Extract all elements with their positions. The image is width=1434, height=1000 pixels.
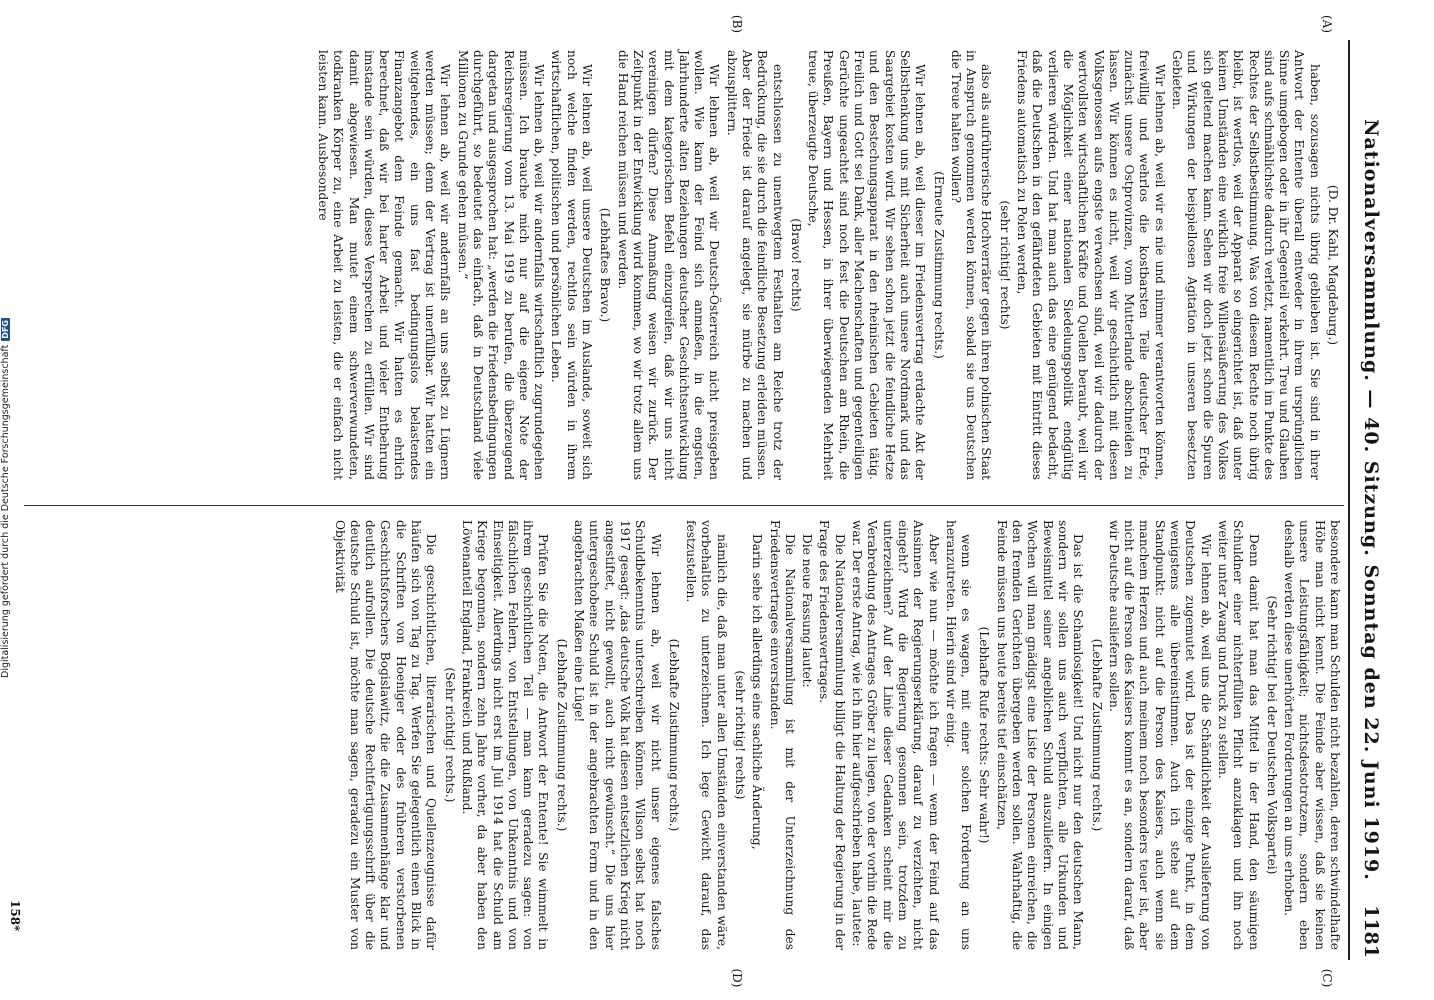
dfg-logo: DFG	[1, 320, 10, 339]
margin-marker-b: (B)	[730, 14, 744, 34]
paragraph: (D. Dr. Kahl, Magdeburg.)	[1326, 184, 1340, 346]
paragraph: Die Nationalversammlung ist mit der Unterzeichnung des Friedensvertrages einverstanden.	[767, 520, 797, 950]
paragraph: (Sehr richtig! rechts.)	[442, 667, 457, 803]
digitization-note-text: Digitalisierung gefördert durch die Deutsche Forschungsgemeinschaft	[0, 344, 11, 678]
paragraph: (Lebhafte Zustimmung rechts.)	[1089, 638, 1104, 832]
paragraph: Denn damit hat man das Mittel in der Hand, den säumigen Schuldner einer nichterfüllten Pflicht anzuklagen und ihn noch weiter unter Zwang und Druck zu stellen.	[1215, 520, 1261, 950]
margin-marker-d: (D)	[730, 968, 744, 988]
paragraph: (sehr richtig! rechts)	[733, 670, 748, 800]
paragraph: Prüfen Sie die Noten, die Antwort der Entente! Sie wimmelt in ihrem geschichtlichen Teil — man kann geradezu sagen: von fälschlichen Fehlern, von Entstellungen, von Unkenntnis und von Einseitigkeit. Allerdings nicht erst im Juli 1914 hat die Schuld am Kriege begonnen, sondern zehn Jahre vorher, da aber haben den Löwenanteil England, Frankreich und Rußland.	[459, 520, 551, 950]
digitization-note	[0, 0, 16, 998]
paragraph: haben, sozusagen nichts übrig geblieben ist. Sie sind in ihrer Antwort der Entente überall entweder in ihrem ursprünglichen Sinne umgebogen oder in ihr Gegenteil verkehrt. Treu und Glauben sind aufs schmählichste dadurch verletzt, namentlich im Punkte des Rechtes der Selbstbestimmung. Was von diesem Rechte noch übrig bleibt, ist wertlos, weil der Apparat so eingerichtet ist, daß unter keinen Umständen eine wirklich freie Willensäußerung des Volkes sich geltend machen kann. Sehen wir doch jetzt schon die Spuren und Wirkungen der beispiellosen Agitation in unseren besetzten Gebieten.	[1170, 50, 1322, 480]
paragraph: Die geschichtlichen, literarischen und Quellenzeugnisse dafür häufen sich von Tag zu Tag. Werfen Sie gelegentlich einen Blick in die Schriften von Hoeniger oder des früheren verstorbenen Geschichtsforschers Bogislawitz, die die Zusammenhänge klar und deutlich aufrollen. Die deutsche Rechtfertigungsschrift über die deutsche Schuld ist, möchte man sagen, geradezu ein Muster von Objektivität	[332, 520, 439, 950]
paragraph: Wir lehnen ab, weil unsere Deutschen im Auslande, soweit sich noch welche finden werden, rechtlos sein würden in ihrem wirtschaftlichen, politischen und persönlichen Leben.	[549, 50, 595, 480]
paragraph: Wir lehnen ab, weil dieser im Friedensvertrag erdachte Akt der Selbsthenkung uns mit Sicherheit auch unsere Nordmark und das Saargebiet kosten wird. Wir sehen schon jetzt die feindliche Hetze und den Bestechungsapparat in den rheinischen Gebieten tätig. Freilich und Gott sei Dank, aller Machenschaften und gegenteiligen Gerüchte ungeachtet sind noch fest die Deutschen am Rhein, die Preußen, Bayern und Hessen, in ihrer überwiegenden Mehrheit treue, überzeugte Deutsche,	[806, 50, 928, 480]
right-text-column	[329, 520, 1342, 950]
paragraph: Wir lehnen ab, weil wir andernfalls wirtschaftlich zugrundegehen müssen. Ich brauche mich nur auf die eigene Note der Reichsregierung vom 13. Mai 1919 zu berufen, die überzeugend dargetan und ausgesprochen hat: „werden die Friedensbedingungen durchgeführt, so bedeutet das einfach, daß in Deutschland viele Millionen zu Grunde gehen müssen.“	[455, 50, 547, 480]
paragraph: (Lebhaftes Bravo.)	[598, 207, 613, 323]
paragraph: Wir lehnen ab, weil wir Deutsch-Österreich nicht preisgeben wollen. Wie kann der Feind sich anmaßen, in die engsten, Jahrhunderte alten Beziehungen deutscher Geschichtsentwicklung mit dem kategorischen Befehl einzugreifen, daß wir uns nicht vereinigen dürfen? Diese Anmaßung weisen wir zurück. Der Zeitpunkt in der Entwicklung wird kommen, wo wir trotz allem uns die Hand reichen müssen und werden.	[615, 50, 722, 480]
running-title: Nationalversammlung. — 40. Sitzung. Sonntag den 22. Juni 1919.	[1360, 119, 1382, 881]
paragraph: (Lebhafte Rufe rechts: Sehr wahr!)	[977, 626, 992, 844]
margin-marker-a: (A)	[1320, 14, 1334, 34]
left-text-column	[313, 50, 1342, 480]
paragraph: (Bravo! rechts)	[788, 218, 803, 312]
paragraph: (sehr richtig! rechts)	[997, 200, 1012, 330]
paragraph: wenn sie es wagen, mit einer solchen Forderung an uns heranzutreten. Hierin sind wir einig.	[943, 520, 974, 950]
paragraph: Das ist die Schamlosigkeit! Und nicht nur den deutschen Mann, sondern wir sollen uns auch verpflichten, alle Urkunden und Beweismittel seiner angeblichen Schuld auszuliefern. In einigen Wochen will man gnädigst eine Liste der Personen einreichen, die den fremden Gerichten übergeben werden sollen. Wahrhaftig, die Feinde müssen uns heute bereits tief einschätzen,	[994, 520, 1086, 950]
paragraph: nämlich die, daß man unter allen Umständen einverstanden wäre, vorbehaltlos zu unterzeichnen. Ich lege Gewicht darauf, das festzustellen.	[684, 520, 729, 950]
paragraph: (Erneute Zustimmung rechts.)	[931, 171, 946, 359]
paragraph: (Lebhafte Zustimmung rechts.)	[666, 638, 681, 832]
paragraph: (Sehr richtig! bei der Deutschen Volkspartei)	[1264, 595, 1279, 875]
paragraph: entschlossen zu unentwegtem Festhalten am Reiche trotz der Bedrückung, die sie durch die feindliche Besetzung erleiden müssen. Aber der Friede ist darauf angelegt, sie mürbe zu machen und abzusplittern.	[724, 50, 785, 480]
paragraph: Aber wie nun — möchte ich fragen — wenn der Feind auf das Ansinnen der Regierungserklärung, darauf zu verzichten, nicht eingeht? Wird die Regierung gesonnen sein, trotzdem zu unterzeichnen? Auf der Linie dieser Gedanken scheint mir die Verabredung des Antrages Gröber zu liegen, von der vorhin die Rede war. Der erste Antrag, wie ich ihn hier aufgeschrieben habe, lautete:	[850, 520, 941, 950]
paragraph: Wir lehnen ab, weil wir nicht unser eigenes falsches Schuldbekenntnis unterschreiben können. Wilson selbst hat noch 1917 gesagt: „das deutsche Volk hat diesen entsetzlichen Krieg nicht angestiftet, nicht gewollt, auch nicht gewünscht.“ Die uns hier untergeschobene Schuld ist in der angebrachten Form und in den angebrachten Maßen eine Lüge!	[572, 520, 663, 950]
paragraph: Die Nationalversammlung billigt die Haltung der Regierung in der Frage des Friedensvertrages.	[817, 520, 847, 950]
paragraph: Wir lehnen ab, weil uns die Schändlichkeit der Auslieferung von Deutschen zugemutet wird. Das ist der einzige Punkt, in dem wenigstens alle übereinstimmen. Auch ich stehe auf dem Standpunkt: nicht auf die Person des Kaisers, auch wenn sie manchem Herzen und auch meinem noch besonders teuer ist, aber nicht auf die Person des Kaisers kommt es an, sondern darauf, daß wir Deutsche ausliefern sollen.	[1106, 520, 1213, 950]
margin-marker-c: (C)	[1320, 968, 1334, 988]
paragraph: besondere kann man Schulden nicht bezahlen, deren schwindelhafte Höhe man nicht kennt. Die Feinde aber wissen, daß sie keinen unsere Leistungsfähigkeit; nichtsdestotrotzem, sondern eben deshalb werden diese unerhörten Forderungen an uns erhoben.	[1282, 520, 1342, 950]
paragraph: Wir lehnen ab, weil wir andernfalls an uns selbst zu Lügnern werden müssen; denn der Vertrag ist unerfüllbar. Wir hatten ein weitgehendes, ein uns fast bedingungslos belastendes Finanzangebot dem Feinde gemacht. Wir hatten es ehrlich berechnet, daß wir bei harter Arbeit und vieler Entbehrung imstande sein würden, dieses Versprechen zu erfüllen. Wir sind damit abgewiesen. Man mutet einem schwerverwundeten, todkranken Körper zu, eine Arbeit zu leisten, die er einfach nicht leisten kann. Ausbesondere	[316, 50, 453, 480]
paragraph: Die neue Fassung lautet:	[800, 534, 815, 688]
page-number: 1181	[1360, 905, 1382, 958]
page-header	[1348, 40, 1386, 960]
paragraph: Darin sehe ich allerdings eine sachliche Änderung,	[750, 534, 765, 850]
paragraph: also als aufrührerische Hochverräter gegen ihren polnischen Staat in Anspruch genommen werden können, sobald sie uns Deutschen die Treue halten wollen?	[948, 50, 994, 480]
paragraph: Wir lehnen ab, weil wir es nie und nimmer verantworten können, freiwillig und wehrlos die kostbarsten Teile deutscher Erde, zunächst unsere Ostprovinzen, vom Mutterlande abschneiden zu lassen. Wir können es nicht, weil wir geschichtlich mit diesen Volksgenossen aufs engste verwachsen sind, weil wir dadurch der wertvollsten wirtschaftlichen Kräfte und Quellen beraubt, weil wir die Möglichkeit einer nationalen Siedelungspolitik endgültig verlieren würden. Und hat man auch das eine genügend bedacht, daß die Deutschen in den gefährdeten Gebieten mit Eintritt dieses Friedens automatisch zu Polen werden,	[1015, 50, 1167, 480]
column-divider	[24, 505, 1344, 506]
signature-number: 158*	[8, 900, 22, 932]
paragraph: (Lebhafte Zustimmung rechts.)	[554, 638, 569, 832]
